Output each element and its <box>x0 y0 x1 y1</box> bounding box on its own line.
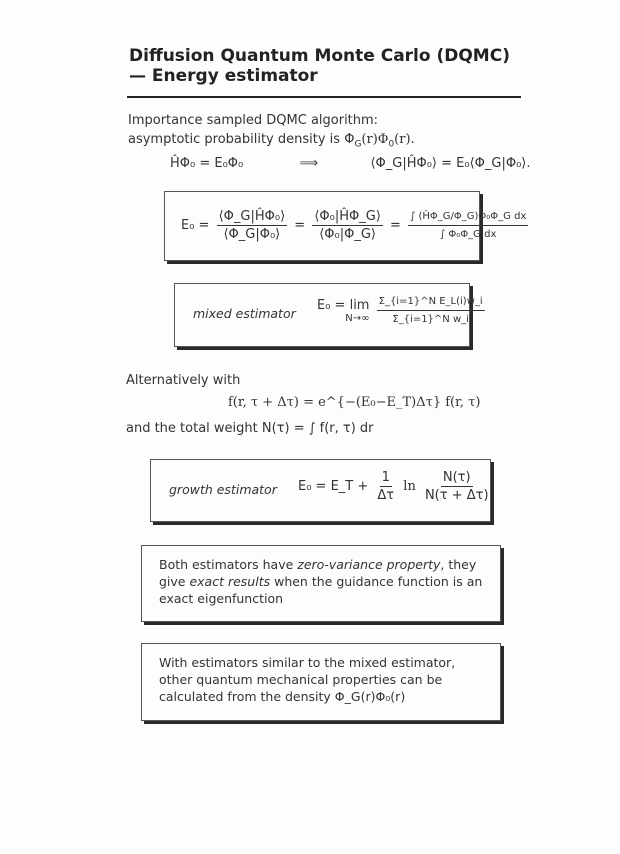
growth-fraction-2: $\frac{N(\tau)}{N(\tau + \Delta\tau)}$ <box>424 470 489 503</box>
mixed-estimator-label: mixed estimator <box>193 306 296 321</box>
alt-line-1: Alternatively with <box>126 373 241 388</box>
zero-variance-note-box <box>141 545 501 622</box>
intro-line-1: Importance sampled DQMC algorithm: <box>128 113 379 128</box>
energy-fraction-2: $\frac{\text{⟨Φ₀|ĤΦ\_G⟩}}{\text{⟨Φ₀|Φ\_G⟩}}$ <box>314 209 381 242</box>
limit-subscript: N→∞ <box>345 312 370 324</box>
growth-estimator-box <box>150 459 491 522</box>
mixed-estimator-formula <box>317 294 488 327</box>
growth-estimator-label: growth estimator <box>169 482 277 497</box>
eigen-right: ⟨Φ_G|ĤΦ₀⟩ = E₀⟨Φ_G|Φ₀⟩. <box>370 156 531 171</box>
title-line-2: — Energy estimator <box>129 66 318 86</box>
energy-fraction-1: $\frac{\text{⟨Φ\_G|ĤΦ₀⟩}}{\text{⟨Φ\_G|Φ₀⟩}}$ <box>218 209 286 242</box>
energy-formula-box <box>164 191 527 261</box>
eigen-left: ĤΦ₀ = E₀Φ₀ <box>170 156 244 171</box>
growth-estimator-formula <box>298 470 494 503</box>
energy-formula: E₀ = $\frac{\text{⟨Φ\_G|ĤΦ₀⟩}}{\text{⟨Φ\_G|Φ₀⟩}}$ = $\frac{\text{⟨Φ₀|ĤΦ\_G⟩}}{\text{⟨Φ₀|Φ\_G⟩}}$ = $\frac{\text{∫ (ĤΦ\_G/Φ\_G)Φ₀Φ\_G dx}}{\text{∫ Φ₀Φ\_G dx}}$ <box>181 209 527 242</box>
growth-fraction-1: $\frac{1}{\Delta\tau}$ <box>377 470 395 503</box>
slide-title <box>129 46 529 86</box>
alt-line-2: and the total weight N(τ) = ∫ f(r, τ) dr <box>126 421 374 436</box>
mixed-lhs: E₀ = lim <box>317 297 370 313</box>
intro-line-2: asymptotic probability density is $\Phi_G(r)\Phi_0(r)$. <box>128 132 415 150</box>
energy-fraction-3: $\frac{\text{∫ (ĤΦ\_G/Φ\_G)Φ₀Φ\_G dx}}{\text{∫ Φ₀Φ\_G dx}}$ <box>410 211 527 240</box>
other-properties-note: With estimators similar to the mixed estimator, other quantum mechanical properties can be calculated from the density Φ_G(r)Φ₀(r) <box>159 655 456 704</box>
ln-operator: ln <box>403 479 416 494</box>
energy-lhs: E₀ = <box>181 218 210 233</box>
title-line-1: Diffusion Quantum Monte Carlo (DQMC) <box>129 46 510 66</box>
equation-eigen <box>170 156 531 171</box>
title-rule <box>127 96 521 98</box>
mixed-fraction: $\frac{\text{Σ\_\{i=1\}\textasciicircum{}N E\_L(i)w\_i}}{\text{Σ\_\{i=1\}\textasciicircum{}N w\_i}}$ <box>378 296 483 325</box>
alt-equation: f(r, τ + Δτ) = e^{−(E₀−E_T)Δτ} f(r, τ) <box>228 395 481 410</box>
zero-variance-note: Both estimators have zero-variance property, they give exact results when the guidance function is an exact eigenfunction <box>159 557 483 606</box>
mixed-estimator-box <box>174 283 483 347</box>
other-properties-note-box <box>141 643 501 721</box>
growth-lhs: E₀ = E_T + <box>298 479 369 494</box>
implies-arrow: ⟹ <box>299 156 319 171</box>
